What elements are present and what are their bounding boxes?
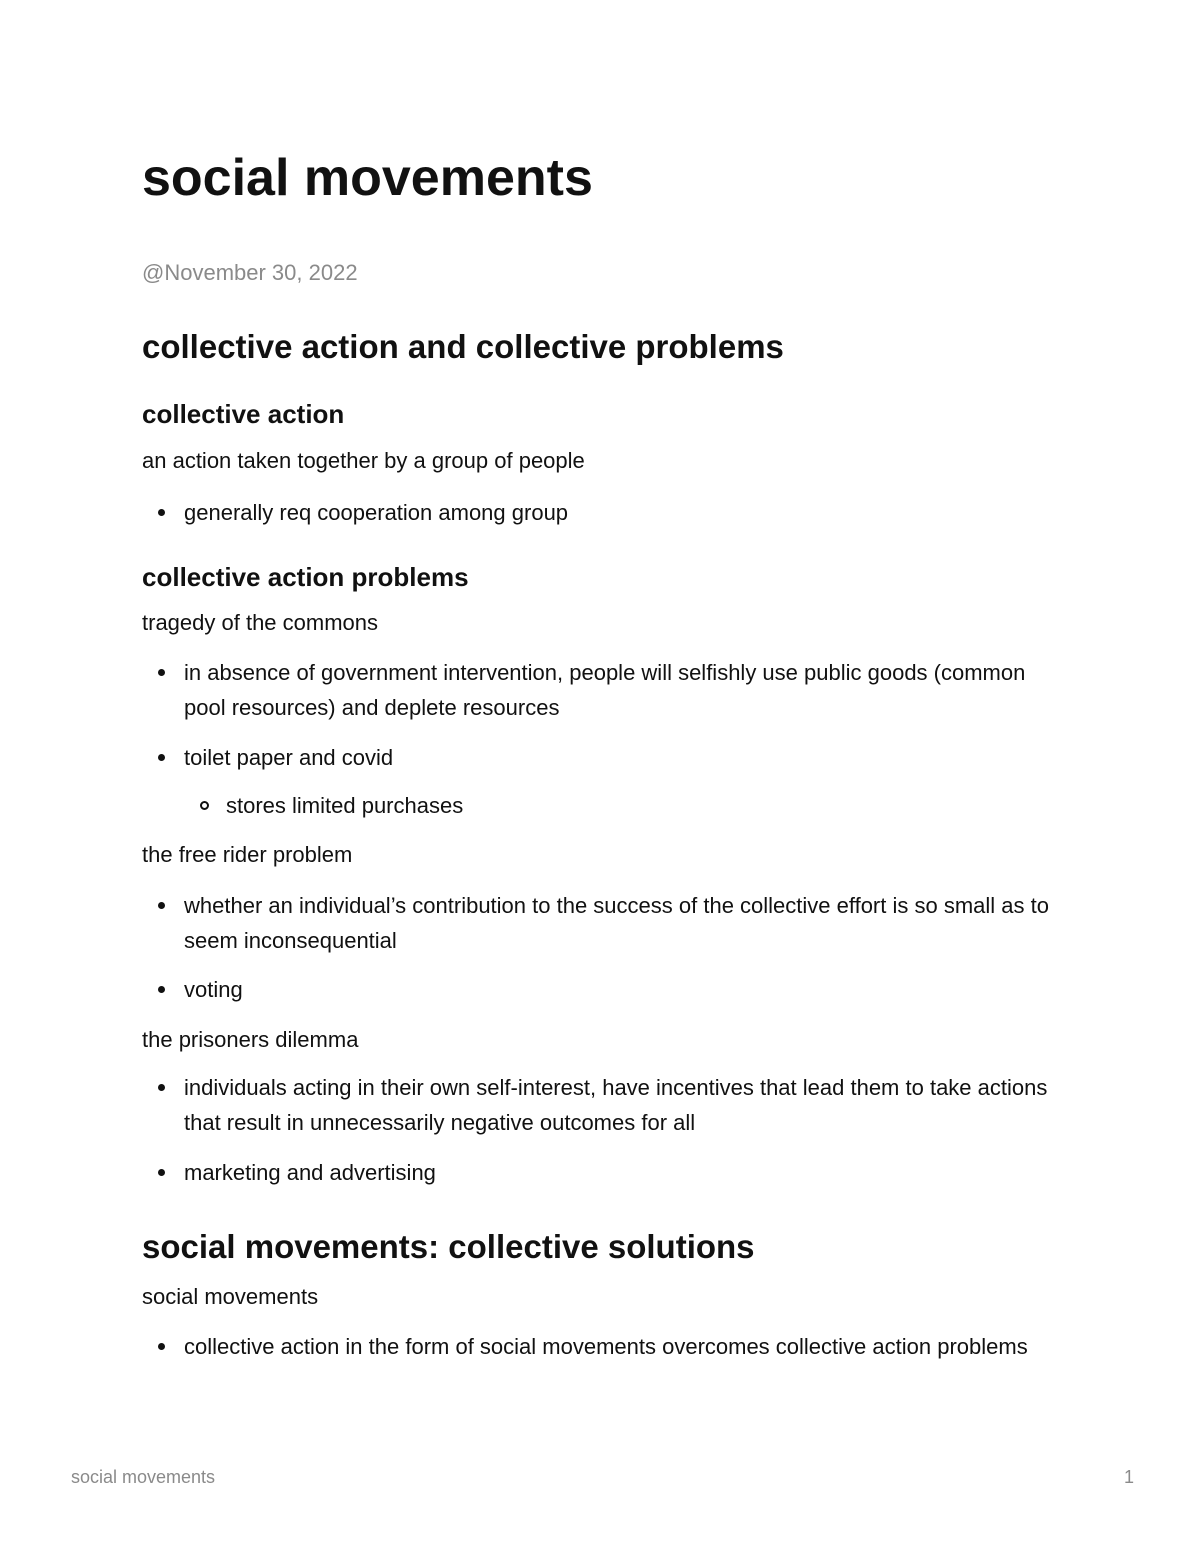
bullet-icon [158,1084,165,1091]
page-title: social movements [142,149,593,207]
group-label-social-movements: social movements [142,1284,319,1309]
sub-list-item [142,788,1062,823]
group-label-free-rider: the free rider problem [142,842,353,867]
bullet-icon [158,509,165,516]
list-item-text: whether an individual’s contribution to the success of the collective effort is so small as to seem inconsequential [184,893,1049,953]
subheading-collective-action-problems: collective action problems [142,562,469,592]
list-item-text: voting [184,977,243,1002]
bullet-icon [158,986,165,993]
bullet-icon [158,1169,165,1176]
list-item [142,495,1062,530]
group-label-tragedy: tragedy of the commons [142,610,379,635]
bullet-icon [158,1343,165,1350]
list-item [142,1329,1062,1364]
list-item [142,655,1062,725]
list-item [142,888,1062,958]
hollow-bullet-icon [200,801,209,810]
list-item [142,1070,1062,1140]
list-item-text: individuals acting in their own self-interest, have incentives that lead them to take actions that result in unnecessarily negative outcomes for all [184,1075,1048,1135]
list-item [142,972,1062,1007]
section-heading-collective-action: collective action and collective problems [142,328,784,365]
list-item-text: in absence of government intervention, people will selfishly use public goods (common pool resources) and deplete resources [184,660,1026,720]
list-item-text: marketing and advertising [184,1160,436,1185]
bullet-icon [158,669,165,676]
list-item-text: toilet paper and covid [184,745,394,770]
footer-page-number: 1 [1123,1467,1134,1487]
subheading-collective-action: collective action [142,399,345,429]
date-mention[interactable]: @November 30, 2022 [142,260,358,285]
bullet-icon [158,902,165,909]
bullet-icon [158,754,165,761]
group-label-prisoners-dilemma: the prisoners dilemma [142,1027,359,1052]
section-heading-social-movements: social movements: collective solutions [142,1228,755,1265]
footer-doc-title: social movements [71,1467,216,1487]
list-item [142,740,1062,775]
list-item-text: generally req cooperation among group [184,500,569,525]
list-item-text: collective action in the form of social movements overcomes collective action problems [184,1334,1028,1359]
definition-text: an action taken together by a group of people [142,448,585,473]
list-item-text: stores limited purchases [226,793,464,818]
list-item [142,1155,1062,1190]
